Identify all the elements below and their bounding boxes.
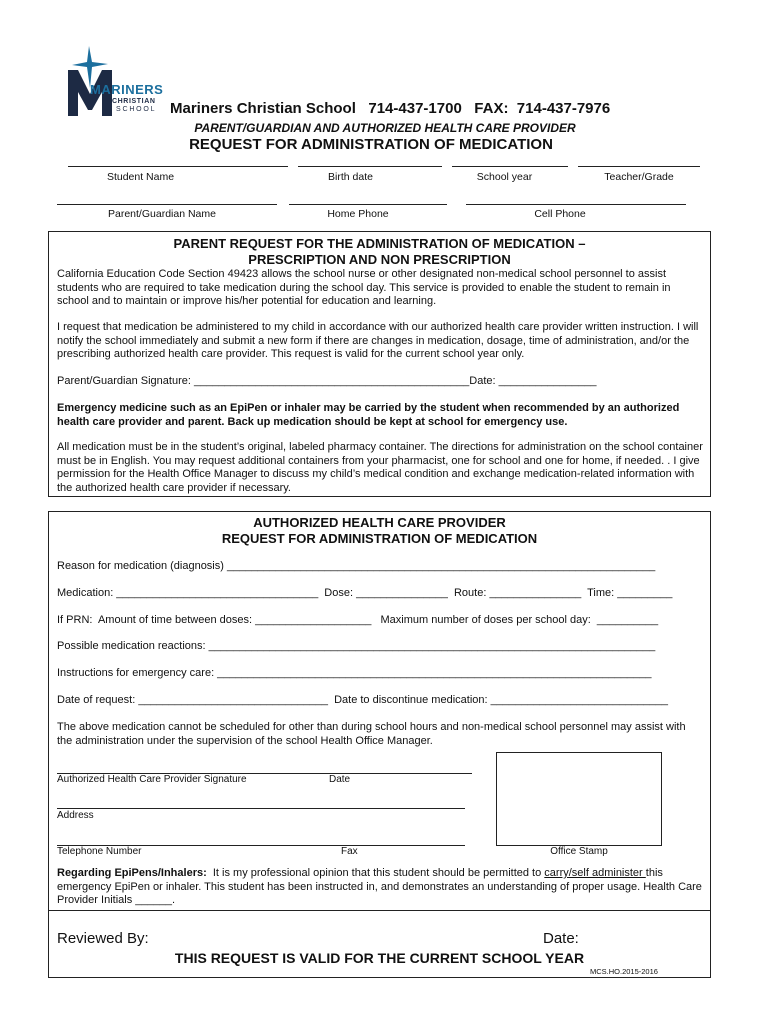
footer-section: [48, 909, 711, 978]
scheduling-note: The above medication cannot be scheduled for other than during school hours and non-medical school personnel may assist with the administration under the supervision of the school Health Office Manager.: [57, 721, 686, 747]
parent-name-label: Parent/Guardian Name: [108, 208, 216, 220]
emergency-care-field[interactable]: Instructions for emergency care: _______________________________________________________________________: [57, 667, 652, 679]
address-line[interactable]: [57, 808, 465, 809]
school-year-label: School year: [476, 171, 533, 183]
consent-paragraph: I request that medication be administered to my child in accordance with our authorized health care provider written instruction. I will notify the school immediately and submit a new form if there are changes in medication, dosage, time of administration, and/or the prescribing authorized health care provider. This request is valid for the current school year only.: [57, 321, 699, 360]
dates-field-row[interactable]: Date of request: _______________________________ Date to discontinue medication: _____________________________: [57, 694, 669, 706]
form-title: REQUEST FOR ADMINISTRATION OF MEDICATION: [189, 136, 553, 153]
school-logo: [64, 44, 164, 122]
office-stamp-label: Office Stamp: [550, 846, 608, 857]
school-contact-line: Mariners Christian School 714-437-1700 FAX: 714-437-7976: [170, 100, 611, 117]
medication-container-paragraph: All medication must be in the student’s original, labeled pharmacy container. The directions for administration on the school container must be in English. You may request additional containers from your pharmacist, one for school and one for home, if needed. . I give permission for the Health Office Manager to discuss my child’s medical condition and exchange medication-related information with the authorized health care provider if necessary.: [57, 441, 703, 494]
student-name-line[interactable]: [68, 166, 288, 167]
provider-section-title-1: AUTHORIZED HEALTH CARE PROVIDER: [253, 515, 506, 530]
prn-field-row[interactable]: If PRN: Amount of time between doses: ___________________ Maximum number of doses per school day: __________: [57, 614, 659, 626]
provider-signature-label: Authorized Health Care Provider Signature: [57, 774, 247, 785]
home-phone-line[interactable]: [289, 204, 447, 205]
home-phone-label: Home Phone: [327, 208, 389, 220]
epipen-underline: carry/self administer: [544, 867, 646, 879]
parent-request-section: [48, 231, 711, 497]
cell-phone-label: Cell Phone: [534, 208, 586, 220]
logo-text-school: SCHOOL: [116, 106, 157, 113]
telephone-label: Telephone Number: [57, 846, 142, 857]
office-stamp-box[interactable]: [496, 752, 662, 846]
cell-phone-line[interactable]: [466, 204, 686, 205]
reactions-field[interactable]: Possible medication reactions: _________________________________________________________________________: [57, 640, 656, 652]
teacher-grade-label: Teacher/Grade: [604, 171, 674, 183]
reason-field[interactable]: Reason for medication (diagnosis) ______________________________________________________________________: [57, 560, 656, 572]
medication-field-row[interactable]: Medication: _________________________________ Dose: _______________ Route: _______________ Time: _________: [57, 587, 673, 599]
validity-notice: THIS REQUEST IS VALID FOR THE CURRENT SCHOOL YEAR: [174, 950, 585, 966]
school-year-line[interactable]: [452, 166, 568, 167]
teacher-grade-line[interactable]: [578, 166, 700, 167]
logo-text-mariners: MARINERS: [90, 82, 164, 97]
fax-label: Fax: [341, 846, 358, 857]
provider-section-title-2: REQUEST FOR ADMINISTRATION OF MEDICATION: [221, 531, 538, 546]
emergency-medicine-note: Emergency medicine such as an EpiPen or inhaler may be carried by the student when recommended by an authorized health care provider and parent. Back up medication should be kept at school for emergency use.: [57, 402, 680, 428]
birth-date-label: Birth date: [328, 171, 373, 183]
parent-signature-line[interactable]: Parent/Guardian Signature: _____________________________________________Date: ________________: [57, 375, 597, 387]
parent-name-line[interactable]: [57, 204, 277, 205]
epipen-text-2: this emergency EpiPen or inhaler. This student has been instructed in, and demonstrates an understanding of proper usage. Health Care Provider Initials ______.: [57, 867, 702, 906]
epipen-heading: Regarding EpiPens/Inhalers:: [57, 867, 207, 879]
student-name-label: Student Name: [106, 171, 175, 183]
parent-section-title-2: PRESCRIPTION AND NON PRESCRIPTION: [248, 252, 511, 267]
provider-request-section: [48, 511, 711, 911]
parent-section-title-1: PARENT REQUEST FOR THE ADMINISTRATION OF MEDICATION –: [173, 236, 586, 251]
form-subtitle: PARENT/GUARDIAN AND AUTHORIZED HEALTH CARE PROVIDER: [194, 121, 576, 135]
footer-date-label: Date:: [543, 930, 579, 947]
provider-date-label: Date: [329, 774, 351, 785]
birth-date-line[interactable]: [298, 166, 442, 167]
epipen-text-1: It is my professional opinion that this student should be permitted to: [206, 867, 545, 879]
ed-code-paragraph: California Education Code Section 49423 allows the school nurse or other designated non-medical school personnel to assist students who are required to take medication during the school day. This service is provided to enable the student to remain in school and to maintain or improve his/her potential for education and learning.: [57, 268, 671, 307]
epipen-authorization: [57, 867, 705, 908]
reviewed-by-label: Reviewed By:: [57, 930, 149, 947]
logo-text-christian: CHRISTIAN: [112, 98, 156, 105]
address-label: Address: [57, 810, 94, 821]
form-code: MCS.HO.2015-2016: [590, 967, 658, 976]
